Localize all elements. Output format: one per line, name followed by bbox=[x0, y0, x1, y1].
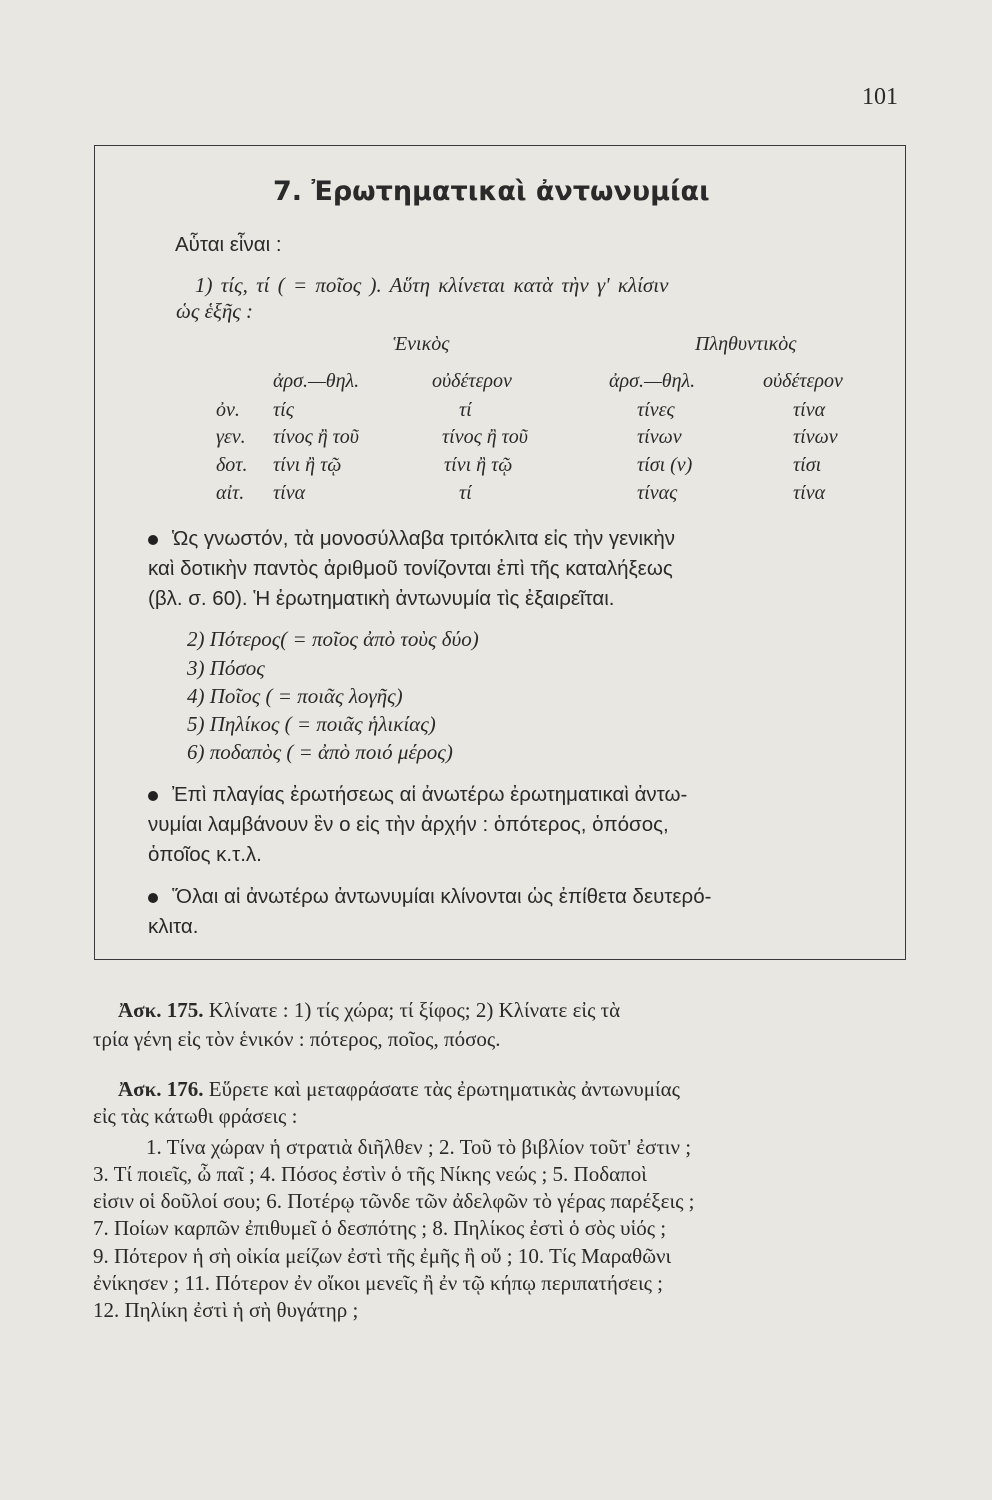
header-cell: οὐδέτερον bbox=[763, 370, 843, 392]
exercise-176-line: 1. Τίνα χώραν ἡ στρατιὰ διῆλθεν ; 2. Τοῦ τὸ βιβλίον τοῦτ' ἐστιν ; bbox=[146, 1135, 692, 1159]
note-1-line: (βλ. σ. 60). Ἡ ἐρωτηματικὴ ἀντωνυμία τὶς ἐξαιρεῖται. bbox=[148, 587, 615, 610]
exercise-176-line: 12. Πηλίκη ἐστὶ ἡ σὴ θυγάτηρ ; bbox=[93, 1298, 359, 1322]
note-3-line: Ὅλαι αἱ ἀνωτέρω ἀντωνυμίαι κλίνονται ὡς ἐπίθετα δευτερό- bbox=[148, 885, 711, 909]
item-1-line-1: 1) τίς, τί ( = ποῖος ). Αὕτη κλίνεται κατὰ τὴν γ' κλίσιν bbox=[195, 273, 669, 297]
table-cell: τί bbox=[459, 482, 472, 504]
exercise-176-line: Ἀσκ. 176. Εὕρετε καὶ μεταφράσατε τὰς ἐρωτηματικὰς ἀντωνυμίας bbox=[118, 1077, 680, 1101]
exercise-176-line: ἐνίκησεν ; 11. Πότερον ἐν οἴκοι μενεῖς ἢ ἐν τῷ κήπῳ περιπατήσεις ; bbox=[93, 1271, 664, 1295]
exercise-label: Ἀσκ. 176. bbox=[118, 1077, 204, 1101]
case-label: γεν. bbox=[216, 426, 246, 448]
table-cell: τίνι ἢ τῷ bbox=[444, 454, 513, 476]
exercise-176-line: 7. Ποίων καρπῶν ἐπιθυμεῖ ὁ δεσπότης ; 8. Πηλίκος ἐστὶ ὁ σὸς υἱός ; bbox=[93, 1216, 667, 1240]
note-2-line: Ἐπὶ πλαγίας ἐρωτήσεως αἱ ἀνωτέρω ἐρωτηματικαὶ ἀντω- bbox=[148, 783, 687, 807]
table-cell: τίσι bbox=[793, 454, 822, 476]
table-cell: τίνι ἢ τῷ bbox=[273, 454, 342, 476]
case-label: ὀν. bbox=[216, 399, 240, 421]
note-2-line: νυμίαι λαμβάνουν ἓν ο εἰς τὴν ἀρχήν : ὁπότερος, ὁπόσος, bbox=[148, 813, 669, 836]
item-line: 2) Πότερος( = ποῖος ἀπὸ τοὺς δύο) bbox=[187, 627, 479, 651]
section-title: 7. Ἐρωτηματικαὶ ἀντωνυμίαι bbox=[273, 176, 710, 207]
exercise-175-line: τρία γένη εἰς τὸν ἑνικόν : πότερος, ποῖος, πόσος. bbox=[93, 1027, 501, 1051]
table-cell: τίς bbox=[273, 399, 294, 421]
grammar-box bbox=[94, 145, 906, 960]
exercise-176-line: εἰς τὰς κάτωθι φράσεις : bbox=[93, 1104, 298, 1128]
bullet-icon bbox=[148, 791, 158, 801]
item-1-line-2: ὡς ἑξῆς : bbox=[176, 299, 254, 323]
intro-text: Αὗται εἶναι : bbox=[175, 233, 282, 256]
group-singular: Ἑνικὸς bbox=[393, 333, 450, 355]
table-cell: τίνων bbox=[637, 426, 682, 448]
note-1-line: Ὡς γνωστόν, τὰ μονοσύλλαβα τριτόκλιτα εἰς τὴν γενικὴν bbox=[148, 527, 675, 551]
page-number: 101 bbox=[862, 84, 898, 110]
group-plural: Πληθυντικὸς bbox=[695, 333, 797, 355]
table-cell: τίνας bbox=[637, 482, 678, 504]
table-cell: τίνων bbox=[793, 426, 838, 448]
bullet-icon bbox=[148, 535, 158, 545]
header-cell: οὐδέτερον bbox=[432, 370, 512, 392]
note-2-line: ὁποῖος κ.τ.λ. bbox=[148, 843, 262, 866]
item-line: 3) Πόσος bbox=[187, 656, 265, 680]
note-1-line: καὶ δοτικὴν παντὸς ἀριθμοῦ τονίζονται ἐπὶ τῆς καταλήξεως bbox=[148, 557, 673, 580]
table-cell: τίσι (ν) bbox=[637, 454, 693, 476]
case-label: δοτ. bbox=[216, 454, 248, 476]
table-cell: τίνος ἢ τοῦ bbox=[273, 426, 359, 448]
exercise-176-line: 9. Πότερον ἡ σὴ οἰκία μείζων ἐστὶ τῆς ἐμῆς ἢ οὔ ; 10. Τίς Μαραθῶνι bbox=[93, 1244, 672, 1268]
bullet-icon bbox=[148, 893, 158, 903]
header-cell: ἀρσ.—θηλ. bbox=[273, 370, 360, 392]
item-line: 4) Ποῖος ( = ποιᾶς λογῆς) bbox=[187, 684, 403, 708]
header-cell: ἀρσ.—θηλ. bbox=[609, 370, 696, 392]
item-line: 5) Πηλίκος ( = ποιᾶς ἡλικίας) bbox=[187, 712, 436, 736]
exercise-176-line: εἰσιν οἱ δοῦλοί σου; 6. Ποτέρῳ τῶνδε τῶν ἀδελφῶν τὸ γέρας παρέξεις ; bbox=[93, 1189, 695, 1213]
table-cell: τίνες bbox=[637, 399, 675, 421]
exercise-label: Ἀσκ. 175. bbox=[118, 998, 204, 1022]
table-cell: τίνα bbox=[273, 482, 306, 504]
exercise-175-line: Ἀσκ. 175. Κλίνατε : 1) τίς χώρα; τί ξίφος; 2) Κλίνατε εἰς τὰ bbox=[118, 998, 621, 1022]
table-cell: τίνα bbox=[793, 482, 826, 504]
item-line: 6) ποδαπὸς ( = ἀπὸ ποιό μέρος) bbox=[187, 740, 453, 764]
exercise-176-line: 3. Τί ποιεῖς, ὦ παῖ ; 4. Πόσος ἐστὶν ὁ τῆς Νίκης νεώς ; 5. Ποδαποὶ bbox=[93, 1162, 647, 1186]
table-cell: τί bbox=[459, 399, 472, 421]
case-label: αἰτ. bbox=[216, 482, 245, 504]
note-3-line: κλιτα. bbox=[148, 915, 199, 938]
table-cell: τίνος ἢ τοῦ bbox=[442, 426, 528, 448]
table-cell: τίνα bbox=[793, 399, 826, 421]
